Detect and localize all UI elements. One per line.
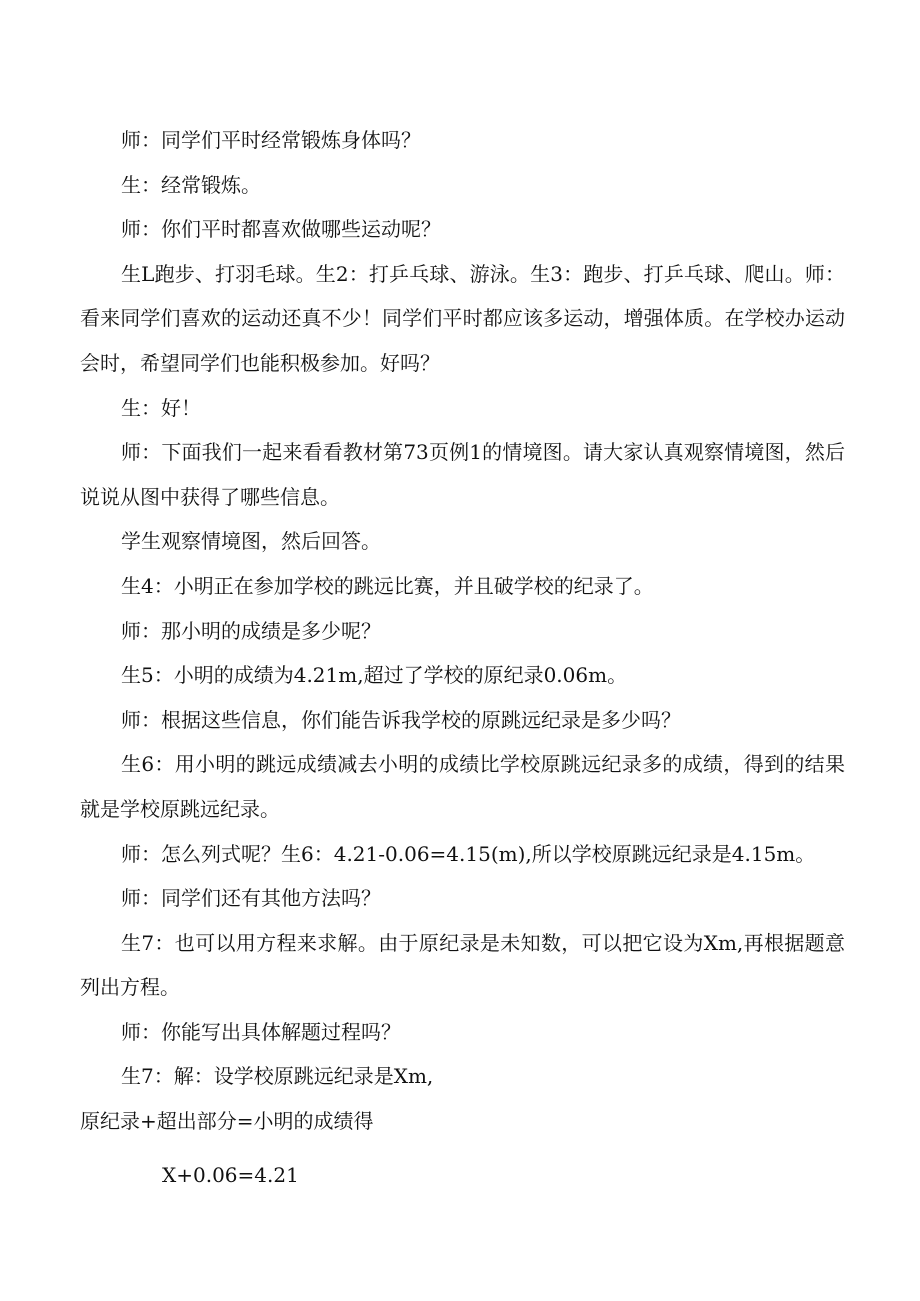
- dialogue-paragraph: 生5：小明的成绩为4.21m,超过了学校的原纪录0.06m。: [121, 663, 628, 688]
- dialogue-paragraph: 生6：用小明的跳远成绩减去小明的成绩比学校原跳远纪录多的成绩，得到的结果就是学校原跳远纪录。: [80, 752, 845, 821]
- dialogue-paragraph: 师：那小明的成绩是多少呢？: [121, 618, 381, 643]
- dialogue-paragraph: 师：根据这些信息，你们能告诉我学校的原跳远纪录是多少吗？: [121, 707, 681, 732]
- dialogue-paragraph: 师：同学们平时经常锻炼身体吗？: [121, 128, 421, 152]
- dialogue-paragraph: 师：你们平时都喜欢做哪些运动呢？: [121, 217, 441, 242]
- dialogue-paragraph: 生：好！: [121, 395, 201, 420]
- dialogue-paragraph: 生4：小明正在参加学校的跳远比赛，并且破学校的纪录了。: [121, 573, 654, 598]
- document-body: [80, 118, 845, 1197]
- dialogue-paragraph: 生：经常锻炼。: [121, 172, 261, 197]
- equation: X+0.06=4.21: [162, 1162, 299, 1187]
- dialogue-paragraph: 师：同学们还有其他方法吗？: [121, 886, 381, 911]
- dialogue-paragraph: 生7：解：设学校原跳远纪录是Xm,: [121, 1064, 434, 1089]
- dialogue-paragraph: 师：下面我们一起来看看教材第73页例1的情境图。请大家认真观察情境图，然后说说从图中获得了哪些信息。: [80, 440, 845, 509]
- dialogue-paragraph: 师：你能写出具体解题过程吗？: [121, 1019, 401, 1044]
- narration-paragraph: 学生观察情境图，然后回答。: [121, 529, 381, 554]
- dialogue-paragraph: 师：怎么列式呢？生6：4.21-0.06=4.15(m),所以学校原跳远纪录是4.15m。: [121, 841, 816, 866]
- dialogue-paragraph: 生7：也可以用方程来求解。由于原纪录是未知数，可以把它设为Xm,再根据题意列出方程。: [80, 930, 845, 1000]
- dialogue-paragraph: 生L跑步、打羽毛球。生2：打乒乓球、游泳。生3：跑步、打乒乓球、爬山。师：看来同学们喜欢的运动还真不少！同学们平时都应该多运动，增强体质。在学校办运动会时，希望同学们也能积极参加。好吗？: [80, 261, 845, 375]
- equation-description: 原纪录+超出部分=小明的成绩得: [80, 1109, 374, 1134]
